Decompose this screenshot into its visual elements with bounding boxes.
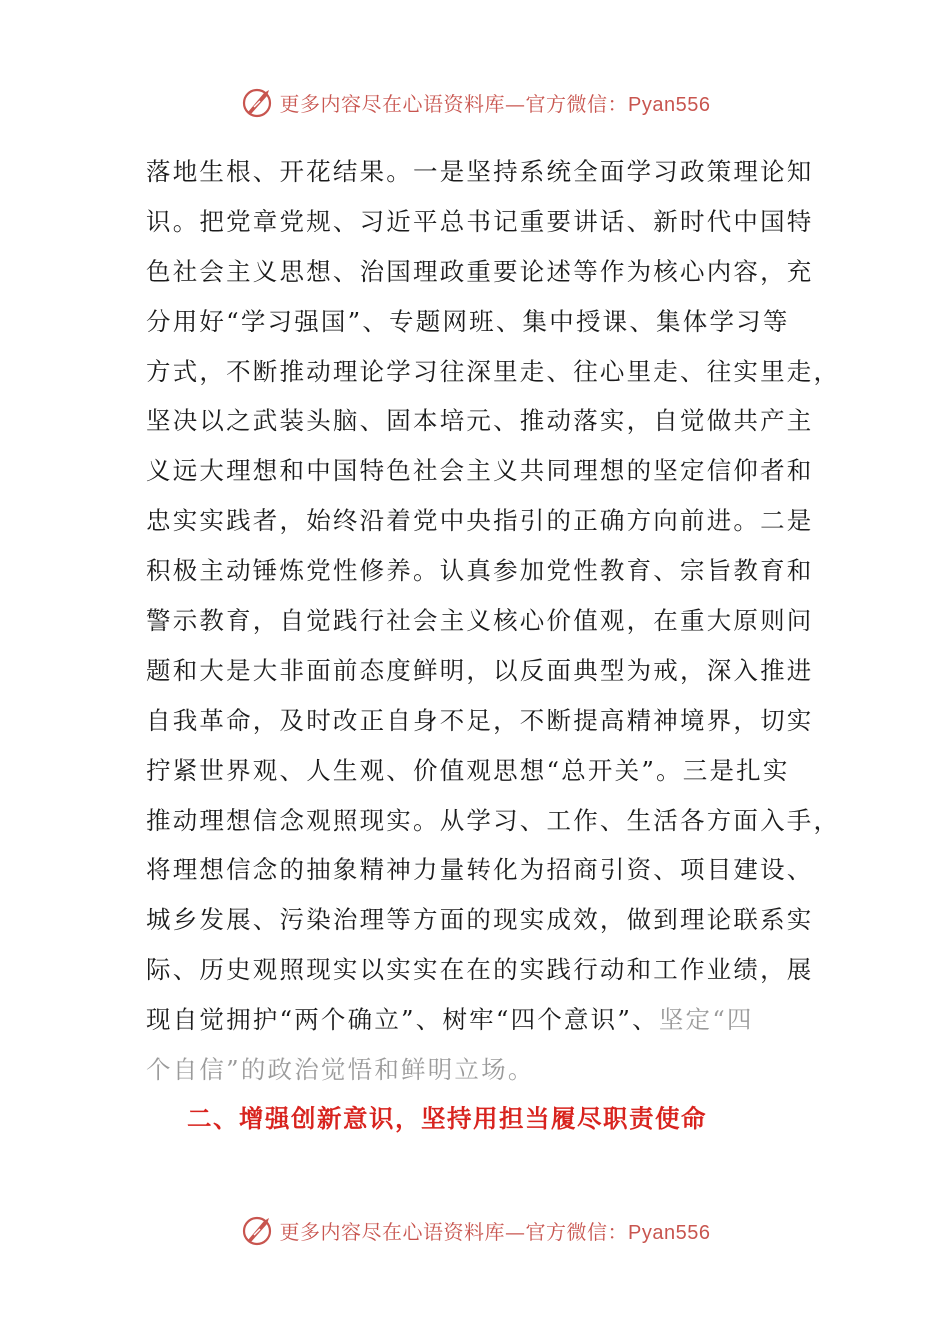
document-body	[146, 147, 841, 1095]
text-line: 际、历史观照现实以实实在在的实践行动和工作业绩，展	[146, 955, 814, 985]
watermark-banner-bottom	[0, 1210, 950, 1250]
text-line: 城乡发展、污染治理等方面的现实成效，做到理论联系实	[146, 905, 814, 935]
text-segment-faded: 坚定“四	[658, 1005, 754, 1035]
text-line: 推动理想信念观照现实。从学习、工作、生活各方面入手，	[146, 805, 841, 835]
pen-nib-logo-icon	[240, 1212, 276, 1248]
watermark-label: 更多内容尽在心语资料库—官方微信：	[279, 91, 629, 116]
wechat-id: Pyan556	[628, 93, 711, 116]
text-line: 警示教育，自觉践行社会主义核心价值观，在重大原则问	[146, 606, 814, 636]
text-line: 方式，不断推动理论学习往深里走、往心里走、往实里走，	[146, 356, 841, 386]
section-heading: 二、增强创新意识，坚持用担当履尽职责使命	[187, 1104, 707, 1133]
pen-nib-logo-icon	[240, 84, 276, 120]
text-line: 落地生根、开花结果。一是坚持系统全面学习政策理论知	[146, 157, 814, 186]
text-line: 将理想信念的抽象精神力量转化为招商引资、项目建设、	[146, 855, 814, 885]
text-line-faded: 个自信”的政治觉悟和鲜明立场。	[146, 1055, 535, 1085]
watermark-text	[280, 88, 711, 117]
text-segment: 现自觉拥护“两个确立”、树牢“四个意识”、	[146, 1005, 659, 1035]
text-line: 自我革命，及时改正自身不足，不断提高精神境界，切实	[146, 705, 814, 735]
text-line: 分用好“学习强国”、专题网班、集中授课、集体学习等	[146, 306, 790, 336]
text-line: 忠实实践者，始终沿着党中央指引的正确方向前进。二是	[146, 506, 814, 536]
watermark-label: 更多内容尽在心语资料库—官方微信：	[279, 1219, 629, 1244]
text-line: 义远大理想和中国特色社会主义共同理想的坚定信仰者和	[146, 456, 814, 486]
text-line-fading	[146, 995, 826, 1045]
text-line: 积极主动锤炼党性修养。认真参加党性教育、宗旨教育和	[146, 556, 814, 586]
wechat-id: Pyan556	[628, 1221, 711, 1244]
watermark-text	[280, 1216, 711, 1245]
text-line: 拧紧世界观、人生观、价值观思想“总开关”。三是扎实	[146, 755, 790, 785]
watermark-banner-top	[0, 82, 950, 122]
text-line: 识。把党章党规、习近平总书记重要讲话、新时代中国特	[146, 206, 814, 236]
text-line: 色社会主义思想、治国理政重要论述等作为核心内容，充	[146, 256, 814, 286]
text-line: 坚决以之武装头脑、固本培元、推动落实，自觉做共产主	[146, 406, 814, 436]
text-line: 题和大是大非面前态度鲜明，以反面典型为戒，深入推进	[146, 655, 814, 685]
